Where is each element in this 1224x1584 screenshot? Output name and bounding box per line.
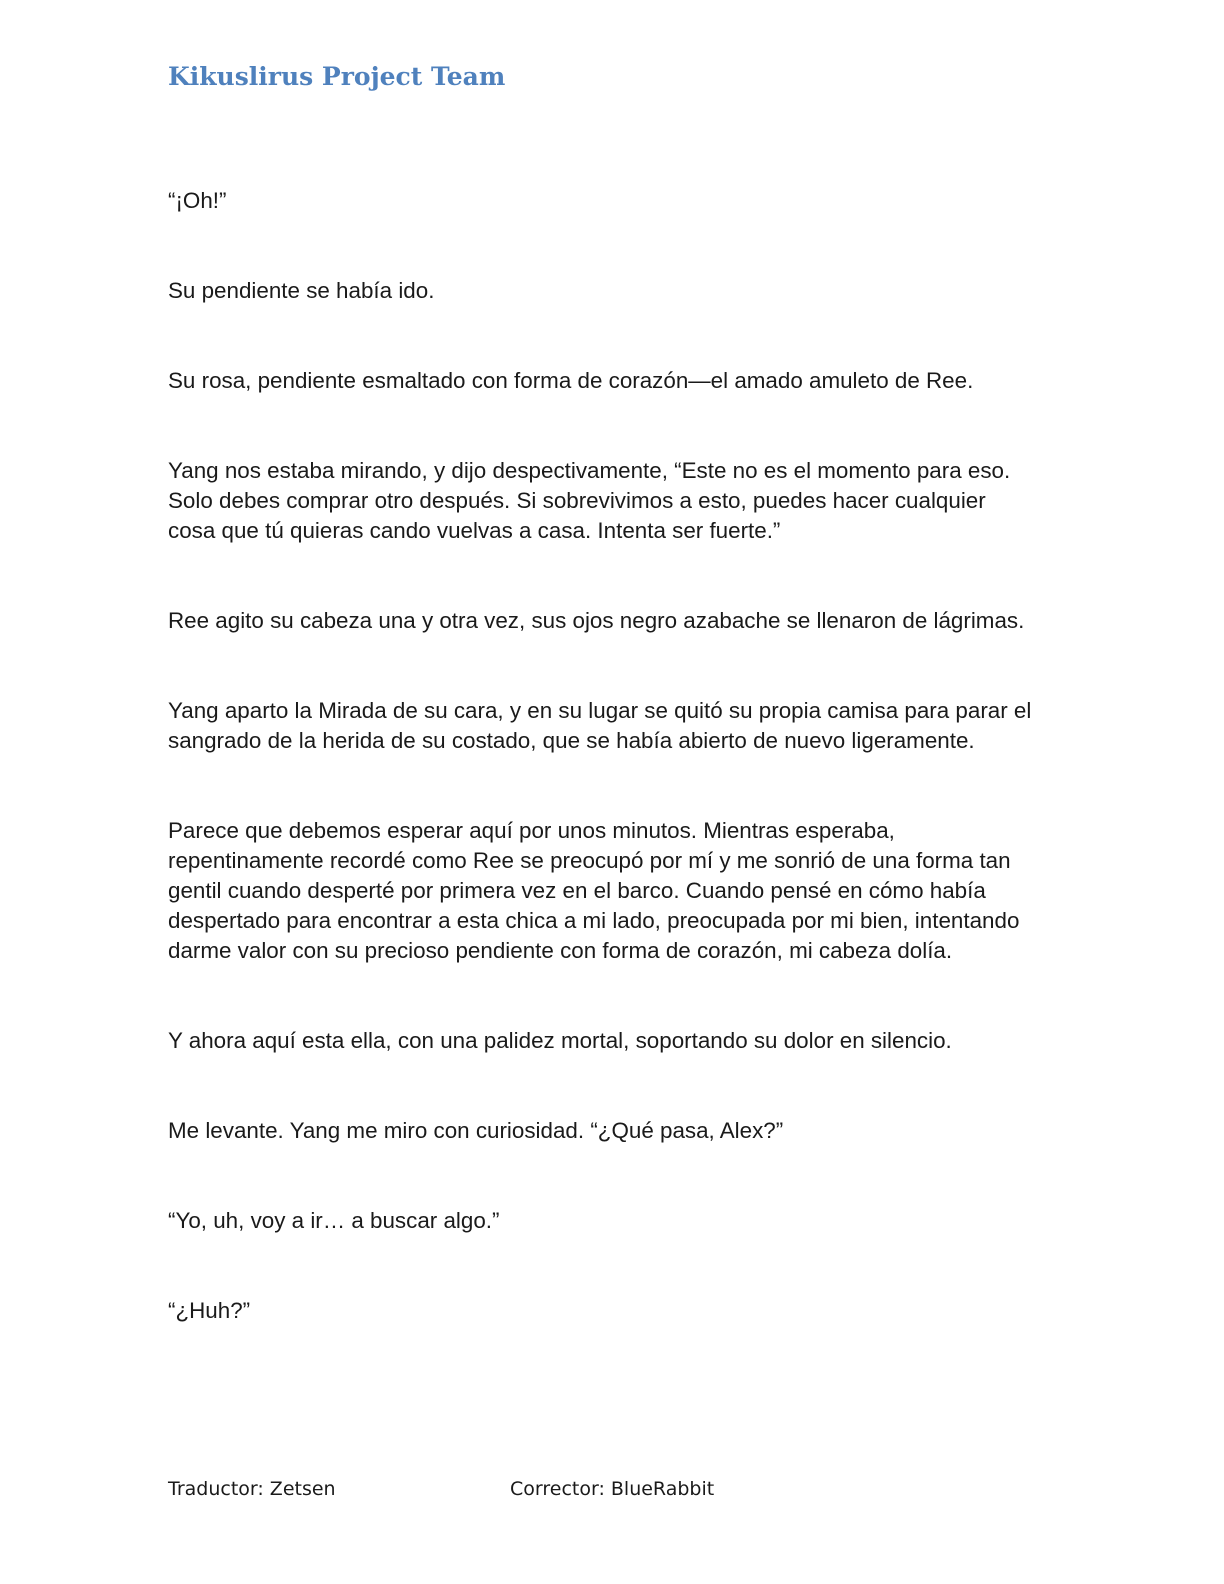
paragraph: Yang nos estaba mirando, y dijo despectivamente, “Este no es el momento para eso. Solo debes comprar otro después. Si sobrevivimos a esto, puedes hacer cualquier cosa que tú quieras cando vuelvas a casa. Intenta ser fuerte.”: [168, 458, 1011, 543]
paragraph: Me levante. Yang me miro con curiosidad. “¿Qué pasa, Alex?”: [168, 1118, 784, 1143]
paragraph: “¡Oh!”: [168, 188, 227, 213]
paragraph: Parece que debemos esperar aquí por unos minutos. Mientras esperaba, repentinamente recordé como Ree se preocupó por mí y me sonrió de una forma tan gentil cuando desperté por primera vez en el barco. Cuando pensé en cómo había despertado para encontrar a esta chica a mi lado, preocupada por mi bien, intentando darme valor con su precioso pendiente con forma de corazón, mi cabeza dolía.: [168, 818, 1020, 963]
paragraph: Su pendiente se había ido.: [168, 278, 435, 303]
paragraph: Su rosa, pendiente esmaltado con forma de corazón—el amado amuleto de Ree.: [168, 368, 974, 393]
paragraph: Yang aparto la Mirada de su cara, y en su lugar se quitó su propia camisa para parar el sangrado de la herida de su costado, que se había abierto de nuevo ligeramente.: [168, 698, 1032, 753]
paragraph: Ree agito su cabeza una y otra vez, sus ojos negro azabache se llenaron de lágrimas.: [168, 608, 1025, 633]
paragraph: Y ahora aquí esta ella, con una palidez mortal, soportando su dolor en silencio.: [168, 1028, 952, 1053]
translator-credit: Traductor: Zetsen: [168, 1478, 336, 1500]
page-header-title: Kikuslirus Project Team: [168, 62, 506, 91]
paragraph: “Yo, uh, voy a ir… a buscar algo.”: [168, 1208, 500, 1233]
document-body: [168, 186, 1038, 1386]
corrector-credit: Corrector: BlueRabbit: [510, 1478, 715, 1500]
paragraph: “¿Huh?”: [168, 1298, 251, 1323]
